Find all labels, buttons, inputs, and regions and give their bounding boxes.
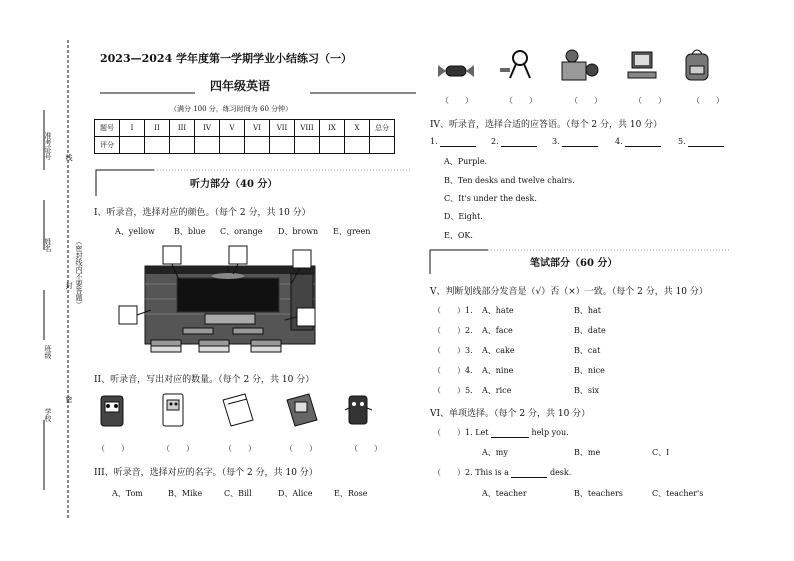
q6-option: C、teacher's: [652, 489, 704, 498]
name-label: 姓名: [44, 238, 52, 252]
candy-icon: [438, 65, 474, 77]
q5-item-a: A、hate: [482, 306, 514, 315]
mi-mark: 密: [65, 396, 73, 403]
line-mark: 线: [65, 154, 73, 161]
q5-item-paren[interactable]: （ ）3.: [433, 346, 473, 355]
exam-title: 2023—2024 学年度第一学期学业小结练习（一）: [100, 52, 353, 65]
score-input-cell[interactable]: [370, 137, 395, 154]
written-title: 笔试部分（60 分）: [530, 258, 618, 269]
q3-answer-paren[interactable]: （ ）: [441, 96, 473, 105]
answer-box: [293, 250, 311, 268]
score-cell: IX: [320, 120, 345, 137]
q3-option: D、Alice: [278, 489, 313, 498]
ceiling-fan: [212, 273, 244, 279]
q2-title: II、听录音，写出对应的数量。（每个 2 分，共 10 分）: [94, 375, 315, 385]
score-input-cell[interactable]: [145, 137, 170, 154]
cartoon-book-icon: [163, 394, 183, 426]
teacher-desk: [205, 314, 255, 324]
score-cell: I: [120, 120, 145, 137]
q3-answer-paren[interactable]: （ ）: [505, 96, 537, 105]
feng-mark: 封: [65, 282, 73, 289]
q4-blank-row: [491, 137, 537, 147]
q4-answer-blank[interactable]: [501, 137, 537, 147]
q4-blank-number: 5.: [678, 137, 686, 146]
q3-answer-paren[interactable]: （ ）: [634, 96, 666, 105]
schoolbag-icon: [686, 50, 708, 80]
score-cell: II: [145, 120, 170, 137]
class-label: 班级: [44, 345, 52, 359]
q3-answer-paren[interactable]: （ ）: [692, 96, 724, 105]
q6-answer-blank[interactable]: [511, 468, 547, 478]
q5-item-a: A、cake: [482, 346, 515, 355]
keys-icon: [500, 51, 530, 78]
storybook-icon: [287, 394, 317, 426]
q3-title: III、听录音，选择对应的名字。（每个 2 分，共 10 分）: [94, 468, 318, 478]
q6-title: VI、单项选择。（每个 2 分，共 10 分）: [430, 409, 591, 419]
q5-item-a: A、face: [482, 326, 513, 335]
classroom-illustration: [115, 244, 330, 366]
q5-item-b: B、six: [574, 386, 600, 395]
score-input-cell[interactable]: [195, 137, 220, 154]
score-input-cell[interactable]: [120, 137, 145, 154]
q6-option: B、me: [574, 448, 601, 457]
q1-option: A、yellow: [115, 227, 155, 236]
q6-option: A、my: [482, 448, 508, 457]
q5-item-a: A、rice: [482, 386, 512, 395]
notebook-icon: [223, 394, 253, 426]
q2-answer-paren[interactable]: （ ）: [224, 444, 256, 453]
score-input-cell[interactable]: [170, 137, 195, 154]
q6-answer-blank[interactable]: [491, 428, 529, 438]
seal-notice: （密封线内不要答题）: [75, 238, 83, 308]
score-input-cell[interactable]: [320, 137, 345, 154]
q3-option: E、Rose: [334, 489, 368, 498]
q1-title: I、听录音，选择对应的颜色。（每个 2 分，共 10 分）: [94, 208, 311, 218]
score-cell: VI: [245, 120, 270, 137]
answer-box: [229, 246, 247, 264]
score-input-cell[interactable]: [245, 137, 270, 154]
q2-answer-paren[interactable]: （ ）: [162, 444, 194, 453]
q6-item-post: desk.: [549, 468, 572, 477]
score-table: [94, 119, 395, 154]
score-input-cell[interactable]: [270, 137, 295, 154]
q4-blank-number: 3.: [552, 137, 560, 146]
q6-item-1: [433, 427, 569, 438]
score-row-label: 评分: [95, 137, 120, 154]
score-cell: VII: [270, 120, 295, 137]
school-label: 学校: [44, 408, 52, 422]
q4-answer-blank[interactable]: [688, 137, 724, 147]
q1-option: C、orange: [220, 227, 263, 236]
q6-item-pre: This is a: [475, 468, 509, 477]
q4-option: C、It's under the desk.: [444, 194, 537, 203]
toys-icon: [562, 50, 598, 80]
q5-item-b: B、nice: [574, 366, 605, 375]
score-cell: 题号: [95, 120, 120, 137]
q2-pictures: [95, 390, 395, 432]
score-cell: V: [220, 120, 245, 137]
score-cell: IV: [195, 120, 220, 137]
q4-option: B、Ten desks and twelve chairs.: [444, 176, 575, 185]
score-cell: 总分: [370, 120, 395, 137]
q1-option: E、green: [333, 227, 371, 236]
q4-blank-number: 1.: [430, 137, 438, 146]
listening-title: 听力部分（40 分）: [190, 179, 278, 190]
answer-box: [119, 306, 137, 324]
q4-option: D、Eight.: [444, 212, 483, 221]
cartoon-pencil-case-icon: [345, 396, 372, 424]
q6-item-pre: Let: [475, 428, 489, 437]
q5-title: V、判断划线部分发音是（√）否（×）一致。（每个 2 分，共 10 分）: [430, 287, 708, 297]
score-cell: X: [345, 120, 370, 137]
score-input-cell[interactable]: [220, 137, 245, 154]
q4-answer-blank[interactable]: [440, 137, 476, 147]
subject-title: 四年级英语: [210, 79, 271, 93]
q6-item-post: help you.: [531, 428, 569, 437]
exam-note: （满分 100 分，练习时间为 60 分钟）: [170, 105, 293, 113]
answer-box: [297, 308, 315, 326]
q4-title: IV、听录音，选择合适的应答语。（每个 2 分，共 10 分）: [430, 120, 663, 130]
q5-item-b: B、date: [574, 326, 606, 335]
q5-item-paren[interactable]: （ ）1.: [433, 306, 473, 315]
q4-option: E、OK.: [444, 231, 473, 240]
q2-answer-paren[interactable]: （ ）: [97, 444, 129, 453]
q4-blank-row: [552, 137, 598, 147]
q5-item-b: B、hat: [574, 306, 602, 315]
q4-option: A、Purple.: [444, 157, 488, 166]
q3-answer-paren[interactable]: （ ）: [570, 96, 602, 105]
q3-option: B、Mike: [168, 489, 203, 498]
cartoon-pencil-box-icon: [101, 396, 123, 426]
q4-answer-blank[interactable]: [625, 137, 661, 147]
q6-option: A、teacher: [482, 489, 527, 498]
score-cell: III: [170, 120, 195, 137]
q1-option: B、blue: [174, 227, 206, 236]
q5-item-paren[interactable]: （ ）4.: [433, 366, 473, 375]
computer-icon: [628, 52, 656, 78]
q6-item-2: [433, 467, 571, 478]
q5-item-b: B、cat: [574, 346, 601, 355]
q4-blank-number: 2.: [491, 137, 499, 146]
q6-option: C、I: [652, 448, 670, 457]
score-cell: VIII: [295, 120, 320, 137]
q4-answer-blank[interactable]: [562, 137, 598, 147]
q5-item-paren[interactable]: （ ）2.: [433, 326, 473, 335]
score-table-score-row: [95, 137, 395, 154]
q6-item-paren[interactable]: （ ）1.: [433, 428, 473, 437]
answer-box: [163, 246, 181, 264]
q2-answer-paren[interactable]: （ ）: [350, 444, 382, 453]
q6-item-paren[interactable]: （ ）2.: [433, 468, 473, 477]
q3-pictures: [432, 46, 732, 90]
q3-option: C、Bill: [224, 489, 252, 498]
q4-blank-row: [430, 137, 476, 147]
q4-blank-row: [678, 137, 724, 147]
score-table-header-row: [95, 120, 395, 137]
exam-no-label: 准考证号: [44, 132, 52, 160]
q2-answer-paren[interactable]: （ ）: [285, 444, 317, 453]
blackboard: [177, 278, 279, 312]
q4-blank-row: [615, 137, 661, 147]
q5-item-paren[interactable]: （ ）5.: [433, 386, 473, 395]
q5-item-a: A、nine: [482, 366, 514, 375]
q6-option: B、teachers: [574, 489, 623, 498]
q3-option: A、Tom: [112, 489, 143, 498]
score-input-cell[interactable]: [295, 137, 320, 154]
q4-blank-number: 4.: [615, 137, 623, 146]
score-input-cell[interactable]: [345, 137, 370, 154]
q1-option: D、brown: [278, 227, 319, 236]
